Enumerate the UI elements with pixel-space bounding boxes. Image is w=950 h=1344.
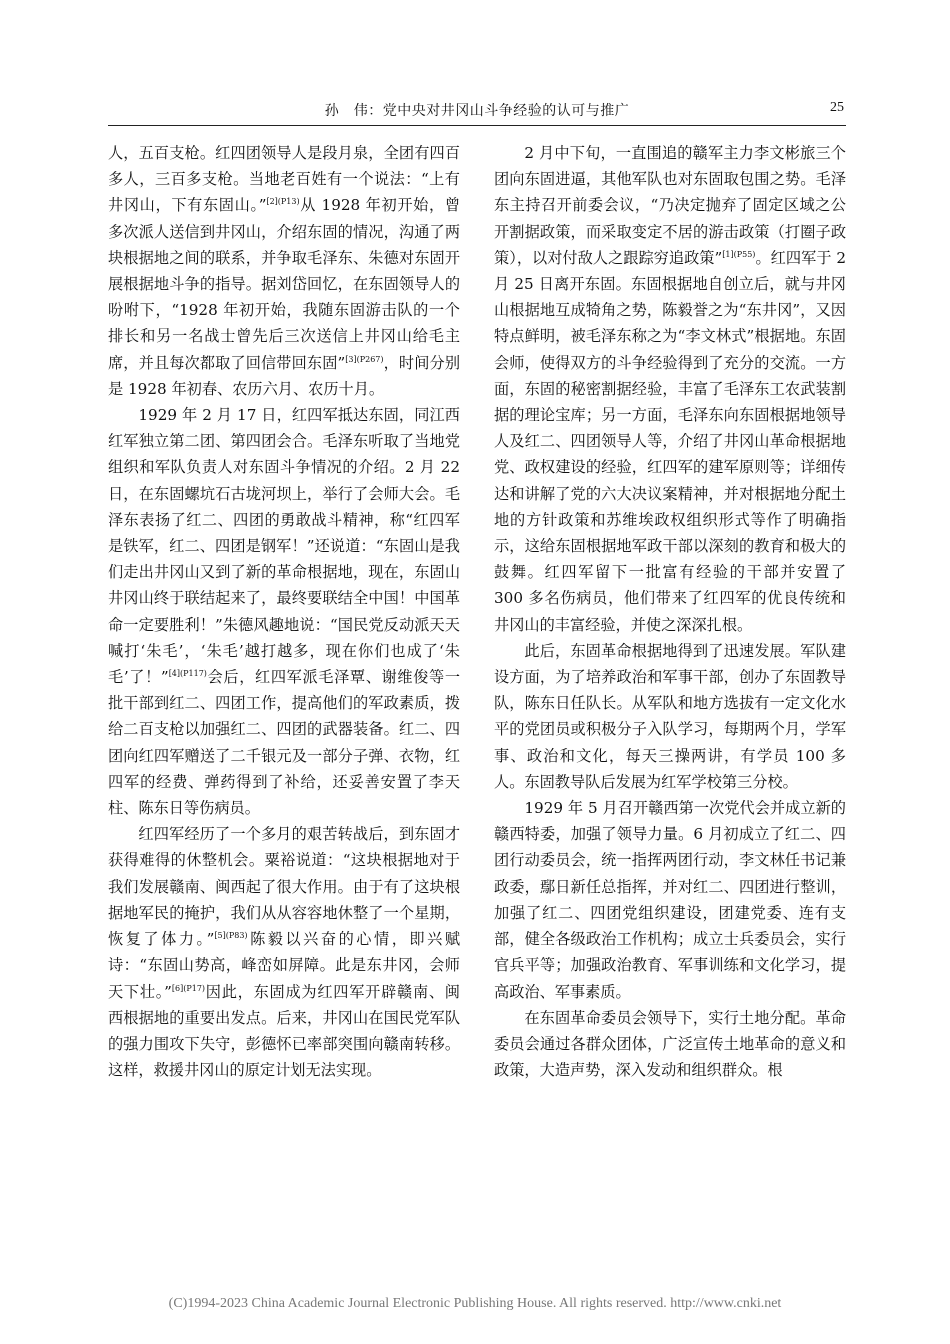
right-column [494,140,846,1083]
paragraph-text: ，时间分别是 1928 年初春、农历六月、农历十月。 [108,353,461,398]
paragraph: 1929 年 5 月召开赣西第一次党代会并成立新的赣西特委，加强了领导力量。6 月初成立了红二、四团行动委员会，统一指挥两团行动，李文林任书记兼政委，鄢日新任总指挥，并对红二、四团进行整训，加强了红二、四团党组织建设，团建党委、连有支部，健全各级政治工作机构；成立士兵委员会，实行官兵平等；加强政治教育、军事训练和文化学习，提高政治、军事素质。 [494,799,846,1001]
paragraph-text: 红四军经历了一个多月的艰苦转战后，到东固才获得难得的休整机会。粟裕说道：“这块根据地对于我们发展赣南、闽西起了很大作用。由于有了这块根据地军民的掩护，我们从从容容地休整了一个星期，恢复了体力。” [108,825,460,949]
left-column [108,140,460,1083]
paragraph [108,821,460,1083]
citation: [5](P83) [214,931,248,941]
paragraph [108,140,460,402]
paragraph [494,140,846,638]
citation: [2](P13) [266,197,300,207]
paragraph-text: 2 月中下旬，一直围追的赣军主力李文彬旅三个团向东固进逼，其他军队也对东固取包围之势。毛泽东主持召开前委会议，“乃决定抛弃了固定区域之公开割据政策，而采取变定不居的游击政策（打圈子政策），以对付敌人之跟踪穷追政策” [494,144,846,267]
paragraph-text: 1929 年 2 月 17 日，红四军抵达东固，同江西红军独立第二团、第四团会合。毛泽东听取了当地党组织和军队负责人对东固斗争情况的介绍。2 月 22 日，在东固螺坑石古垅河坝上，举行了会师大会。毛泽东表扬了红二、四团的勇敢战斗精神，称“红四军是铁军，红二、四团是钢军！”还说道：“东固山是我们走出井冈山又到了新的革命根据地，现在，东固山井冈山终于联结起来了，最终要联结全中国！中国革命一定要胜利！”朱德风趣地说：“国民党反动派天天喊打‘朱毛’，‘朱毛’越打越多，现在你们也成了‘朱毛’了！” [108,406,460,687]
paragraph-text: 从 1928 年初开始，曾多次派人送信到井冈山，介绍东固的情况，沟通了两块根据地之间的联系，并争取毛泽东、朱德对东固开展根据地斗争的指导。据刘岱回忆，在东固领导人的吩咐下，“1928 年初开始，我随东固游击队的一个排长和另一名战士曾先后三次送信上井冈山给毛主席，并且每次都取了回信带回东固” [108,196,461,372]
page-number: 25 [830,100,844,115]
citation: [3](P267) [345,354,384,364]
running-header [108,98,846,126]
paragraph: 在东固革命委员会领导下，实行土地分配。革命委员会通过各群众团体，广泛宣传土地革命的意义和政策，大造声势，深入发动和组织群众。根 [494,1008,846,1080]
citation: [4](P117) [168,669,207,679]
paragraph-text: 因此，东固成为红四军开辟赣南、闽西根据地的重要出发点。后来，井冈山在国民党军队的强力围攻下失守，彭德怀已率部突围向赣南转移。这样，救援井冈山的原定计划无法实现。 [108,982,460,1080]
paragraph [108,402,460,821]
article-title: 孙 伟：党中央对井冈山斗争经验的认可与推广 [324,103,630,119]
citation: [1](P55) [722,249,756,259]
paragraph-text: 会后，红四军派毛泽覃、谢维俊等一批干部到红二、四团工作，提高他们的军政素质，拨给二百支枪以加强红二、四团的武器装备。红二、四团向红四军赠送了二千银元及一部分子弹、衣物，红四军的经费、弹药得到了补给，还妥善安置了李天柱、陈东日等伤病员。 [108,668,461,818]
citation: [6](P17) [171,983,206,993]
paragraph-text: 陈毅以兴奋的心情，即兴赋诗：“东固山势高，峰峦如屏障。此是东井冈，会师天下壮。” [108,930,461,1001]
paragraph-text: 人，五百支枪。红四团领导人是段月泉，全团有四百多人，三百多支枪。当地老百姓有一个说法：“上有井冈山，下有东固山。” [108,144,460,215]
copyright-footer: (C)1994-2023 China Academic Journal Electronic Publishing House. All rights reserved. http://www.cnki.net [168,1296,782,1311]
paragraph: 此后，东固革命根据地得到了迅速发展。军队建设方面，为了培养政治和军事干部，创办了东固教导队，陈东日任队长。从军队和地方选拔有一定文化水平的党团员或积极分子入队学习，每期两个月，学军事、政治和文化，每天三操两讲，有学员 100 多人。东固教导队后发展为红军学校第三分校。 [494,641,846,791]
paragraph-text: 。红四军于 2 月 25 日离开东固。东固根据地自创立后，就与井冈山根据地互成犄角之势，陈毅誉之为“东井冈”，又因特点鲜明，被毛泽东称之为“李文林式”根据地。东固会师，使得双方的斗争经验得到了充分的交流。一方面，东固的秘密割据经验，丰富了毛泽东工农武装割据的理论宝库；另一方面，毛泽东向东固根据地领导人及红二、四团领导人等，介绍了井冈山革命根据地党、政权建设的经验，红四军的建军原则等；详细传达和讲解了党的六大决议案精神，并对根据地分配土地的方针政策和苏维埃政权组织形式等作了明确指示，这给东固根据地军政干部以深刻的教育和极大的鼓舞。红四军留下一批富有经验的干部并安置了 300 多名伤病员，他们带来了红四军的优良传统和井冈山的丰富经验，并使之深深扎根。 [494,248,846,634]
